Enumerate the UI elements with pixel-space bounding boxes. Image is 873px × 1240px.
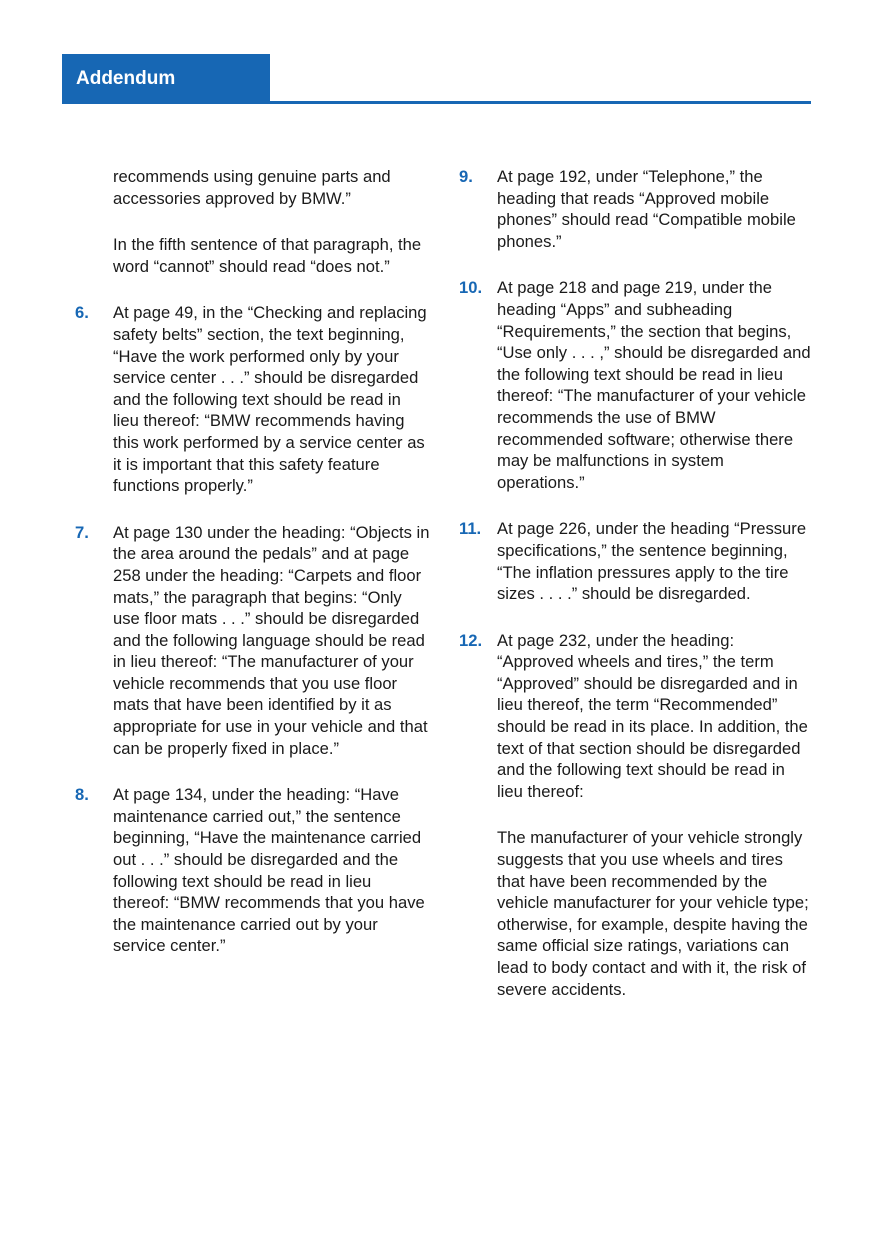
continuation-paragraph xyxy=(459,827,811,1000)
item-number: 7. xyxy=(75,522,89,542)
right-column xyxy=(459,166,811,1025)
list-item-6 xyxy=(75,302,430,496)
item-number: 8. xyxy=(75,785,89,805)
header-divider xyxy=(62,101,811,104)
section-title: Addendum xyxy=(62,54,270,104)
continuation-paragraph xyxy=(75,234,430,277)
item-text: At page 232, under the heading: “Approved wheels and tires,” the term “Approved” should be disregarded and in lieu thereof, the term “Recommended” should be read in its place. In addition, the text of that section should be disregarded and the following text should be read in lieu thereof: xyxy=(497,630,808,801)
item-text: At page 49, in the “Checking and replacing safety belts” section, the text beginning, “Have the work performed only by your service center . . .” should be disregarded and the following text should be read in lieu thereof: “BMW recommends having this work performed by a service center as it is important that this safety feature functions properly.” xyxy=(113,303,427,496)
item-number: 11. xyxy=(459,519,482,539)
paragraph-text: In the fifth sentence of that paragraph, the word “cannot” should read “does not.” xyxy=(113,235,422,276)
item-number: 9. xyxy=(459,167,473,186)
continuation-paragraph xyxy=(75,166,430,209)
item-text: At page 192, under “Telephone,” the heading that reads “Approved mobile phones” should read “Compatible mobile phones.” xyxy=(497,167,796,251)
item-number: 12. xyxy=(459,630,483,650)
list-item-9 xyxy=(459,166,811,252)
item-number: 10. xyxy=(459,278,483,298)
paragraph-text: The manufacturer of your vehicle strongly suggests that you use wheels and tires that have been recommended by the vehicle manufacturer for your vehicle type; otherwise, for example, despite having the same official size ratings, variations can lead to body contact and with it, the risk of severe accidents. xyxy=(497,828,809,999)
list-item-7 xyxy=(75,522,430,760)
item-number: 6. xyxy=(75,303,89,323)
item-text: At page 218 and page 219, under the heading “Apps” and subheading “Requirements,” the section that begins, “Use only . . . ,” should be disregarded and the following text should be read in lieu thereof: “The manufacturer of your vehicle recommends the use of BMW recommended software; otherwise there may be malfunctions in system operations.” xyxy=(497,278,811,492)
list-item-12 xyxy=(459,630,811,803)
item-text: At page 134, under the heading: “Have maintenance carried out,” the sentence beginning, “Have the maintenance carried out . . .” should be disregarded and the following text should be read in lieu thereof: “BMW recommends that you have the maintenance carried out by your service center.” xyxy=(113,785,425,956)
item-text: At page 226, under the heading “Pressure specifications,” the sentence beginning, “The inflation pressures apply to the tire sizes . . . .” should be disregarded. xyxy=(497,519,807,604)
list-item-11 xyxy=(459,518,811,604)
list-item-8 xyxy=(75,784,430,957)
paragraph-text: recommends using genuine parts and accessories approved by BMW.” xyxy=(113,167,391,208)
left-column xyxy=(75,166,430,982)
item-text: At page 130 under the heading: “Objects in the area around the pedals” and at page 258 under the heading: “Carpets and floor mats,” the paragraph that begins: “Only use floor mats . . .” should be disregarded and the following language should be read in lieu thereof: “The manufacturer of your vehicle recommends that you use floor mats that have been identified by it as appropriate for use in your vehicle and that can be properly fixed in place.” xyxy=(113,522,430,758)
list-item-10 xyxy=(459,277,811,493)
